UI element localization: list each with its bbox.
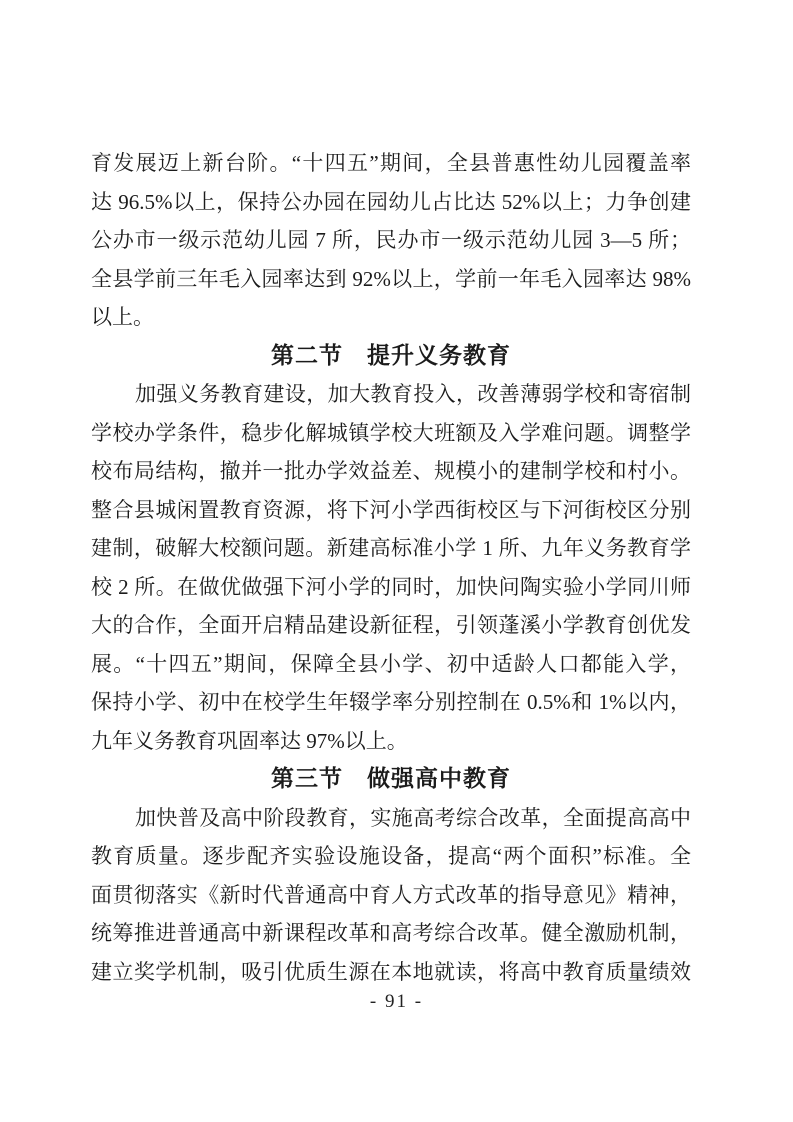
section-heading-3: 第三节 做强高中教育 xyxy=(271,766,511,791)
body-line: 全县学前三年毛入园率达到 92%以上，学前一年毛入园率达 98% xyxy=(91,266,691,291)
body-line: 面贯彻落实《新时代普通高中育人方式改革的指导意见》精神， xyxy=(91,882,691,907)
body-line: 以上。 xyxy=(91,305,154,329)
body-line: 保持小学、初中在校学生年辍学率分别控制在 0.5%和 1%以内， xyxy=(91,690,691,714)
body-line: 育发展迈上新台阶。“十四五”期间，全县普惠性幼儿园覆盖率 xyxy=(91,151,691,175)
body-line: 加快普及高中阶段教育，实施高考综合改革，全面提高高中 xyxy=(135,805,691,830)
body-line: 校 2 所。在做优做强下河小学的同时，加快问陶实验小学同川师 xyxy=(91,574,691,599)
page-number: - 91 - xyxy=(369,991,424,1012)
body-line: 校布局结构，撤并一批办学效益差、规模小的建制学校和村小。 xyxy=(91,459,691,483)
body-line: 学校办学条件，稳步化解城镇学校大班额及入学难问题。调整学 xyxy=(91,420,691,445)
body-line: 公办市一级示范幼儿园 7 所，民办市一级示范幼儿园 3—5 所； xyxy=(91,228,691,252)
body-line: 统筹推进普通高中新课程改革和高考综合改革。健全激励机制， xyxy=(91,921,691,945)
body-line: 建制，破解大校额问题。新建高标准小学 1 所、九年义务教育学 xyxy=(91,536,691,560)
section-heading-2: 第二节 提升义务教育 xyxy=(271,342,511,368)
body-line: 展。“十四五”期间，保障全县小学、初中适龄人口都能入学， xyxy=(91,651,691,676)
body-line: 教育质量。逐步配齐实验设施设备，提高“两个面积”标准。全 xyxy=(91,844,691,868)
body-line: 达 96.5%以上，保持公办园在园幼儿占比达 52%以上；力争创建 xyxy=(91,189,691,214)
body-line: 九年义务教育巩固率达 97%以上。 xyxy=(91,728,408,753)
body-line: 加强义务教育建设，加大教育投入，改善薄弱学校和寄宿制 xyxy=(135,382,691,406)
body-line: 建立奖学机制，吸引优质生源在本地就读，将高中教育质量绩效 xyxy=(91,959,691,984)
body-line: 整合县城闲置教育资源，将下河小学西街校区与下河街校区分别 xyxy=(91,497,691,522)
page-body xyxy=(91,144,691,991)
body-line: 大的合作，全面开启精品建设新征程，引领蓬溪小学教育创优发 xyxy=(91,613,691,637)
